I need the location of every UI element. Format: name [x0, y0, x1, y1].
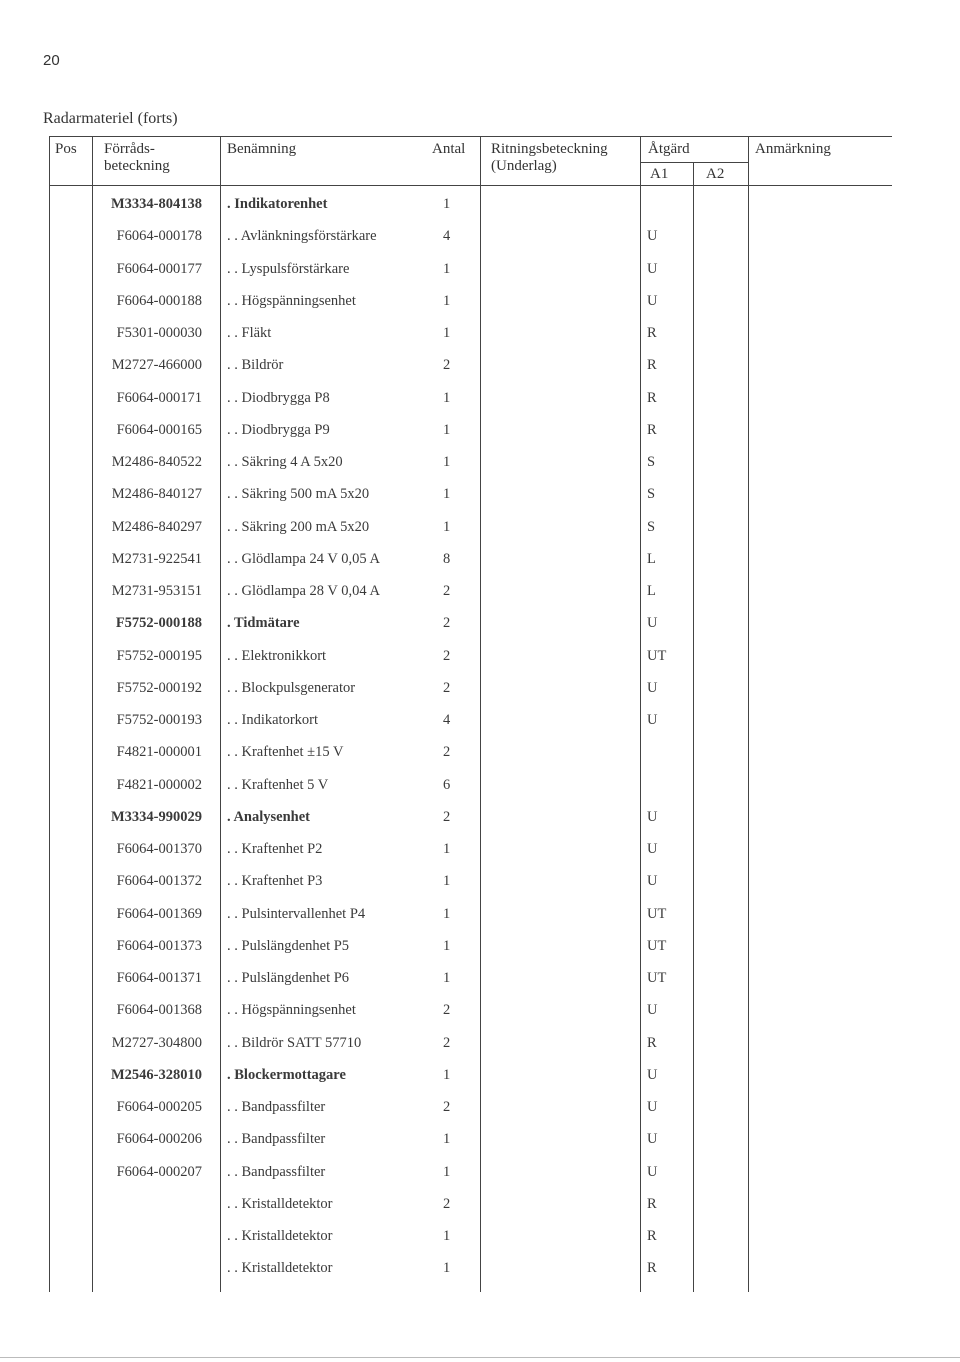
table-row — [0, 196, 960, 228]
item-quantity: 2 — [443, 583, 451, 599]
header-a1: A1 — [650, 166, 669, 182]
item-action: U — [647, 1066, 658, 1083]
table-row — [0, 648, 960, 680]
item-quantity: 1 — [443, 1228, 451, 1244]
atgard-divider — [640, 162, 748, 163]
item-name: . . Högspänningsenhet — [227, 1002, 356, 1019]
part-number: F6064-000205 — [116, 1099, 202, 1115]
table-row — [0, 422, 960, 454]
part-number: F6064-001370 — [116, 841, 202, 857]
item-name: . . Bandpassfilter — [227, 1131, 326, 1148]
item-quantity: 2 — [443, 679, 451, 696]
item-name: . . Avlänkningsförstärkare — [227, 228, 377, 245]
item-name: . . Kraftenhet ±15 V — [227, 744, 344, 761]
item-name: . . Bandpassfilter — [227, 1099, 326, 1115]
item-quantity: 1 — [443, 873, 451, 890]
item-name: . . Säkring 500 mA 5x20 — [227, 486, 370, 503]
page-number: 20 — [43, 52, 60, 69]
part-number: M2486-840522 — [111, 454, 202, 470]
table-row — [0, 680, 960, 712]
item-name: . . Säkring 200 mA 5x20 — [227, 518, 370, 535]
item-quantity: 1 — [443, 421, 451, 438]
table-row — [0, 1035, 960, 1067]
part-number: F6064-000171 — [116, 389, 202, 406]
page-bottom-rule — [0, 1357, 960, 1358]
item-quantity: 1 — [443, 454, 451, 470]
part-number: F6064-000177 — [116, 260, 202, 277]
item-action: UT — [647, 937, 667, 954]
part-number: F6064-000207 — [116, 1163, 202, 1180]
item-action: L — [647, 550, 656, 567]
table-row — [0, 1131, 960, 1163]
item-action: U — [647, 292, 658, 309]
item-name: . . Bildrör SATT 57710 — [227, 1034, 362, 1051]
item-quantity: 1 — [443, 1163, 451, 1180]
header-benamning: Benämning — [227, 141, 297, 157]
item-quantity: 1 — [443, 1260, 451, 1277]
item-name: . . Kristalldetektor — [227, 1260, 333, 1277]
table-row — [0, 551, 960, 583]
part-number: F6064-001372 — [116, 873, 202, 890]
table-row — [0, 809, 960, 841]
table-row — [0, 777, 960, 809]
item-quantity: 1 — [443, 486, 451, 503]
item-action: U — [647, 873, 658, 890]
item-action: UT — [647, 647, 667, 664]
part-number: F6064-001368 — [116, 1002, 202, 1019]
item-name: . . Pulslängdenhet P5 — [227, 937, 350, 954]
item-quantity: 1 — [443, 292, 451, 309]
table-top-border — [49, 136, 892, 137]
part-number: F4821-000001 — [116, 744, 202, 761]
item-action: R — [647, 1228, 657, 1244]
header-ritning-line1: Ritningsbeteckning — [491, 141, 608, 157]
item-name: . . Pulslängdenhet P6 — [227, 970, 350, 986]
item-name: . . Bandpassfilter — [227, 1163, 326, 1180]
table-row — [0, 261, 960, 293]
part-number: F6064-000178 — [116, 228, 202, 245]
item-name: . . Säkring 4 A 5x20 — [227, 454, 343, 470]
item-name: . . Kraftenhet 5 V — [227, 776, 329, 793]
item-name: . . Diodbrygga P9 — [227, 421, 330, 438]
item-action: UT — [647, 970, 667, 986]
part-number: M2486-840127 — [111, 486, 202, 503]
table-row — [0, 1099, 960, 1131]
header-pos: Pos — [55, 141, 77, 157]
item-action: U — [647, 1002, 658, 1019]
part-number: M2727-304800 — [111, 1034, 202, 1051]
item-quantity: 1 — [443, 325, 451, 341]
table-row — [0, 970, 960, 1002]
item-action: R — [647, 389, 657, 406]
item-name: . . Kraftenhet P3 — [227, 873, 323, 890]
table-row — [0, 357, 960, 389]
item-name: . . Indikatorkort — [227, 712, 319, 728]
part-number: F6064-000188 — [116, 292, 202, 309]
part-number: F5752-000195 — [116, 647, 202, 664]
part-number: F5752-000188 — [115, 615, 202, 632]
item-action: U — [647, 1099, 658, 1115]
item-action: R — [647, 357, 657, 374]
item-name: . . Blockpulsgenerator — [227, 679, 356, 696]
item-quantity: 2 — [443, 1099, 451, 1115]
table-row — [0, 938, 960, 970]
table-row — [0, 1002, 960, 1034]
item-name: . . Pulsintervallenhet P4 — [227, 905, 366, 922]
table-row — [0, 390, 960, 422]
item-action: U — [647, 841, 658, 857]
header-forrad-line2: beteckning — [104, 158, 170, 174]
table-row — [0, 583, 960, 615]
table-row — [0, 293, 960, 325]
item-name: . . Högspänningsenhet — [227, 292, 356, 309]
item-name: . Tidmätare — [227, 615, 300, 632]
table-row — [0, 906, 960, 938]
item-quantity: 2 — [443, 808, 451, 825]
part-number: M3334-804138 — [110, 196, 202, 212]
item-action: U — [647, 712, 658, 728]
header-bottom-border — [49, 185, 892, 186]
part-number: F5301-000030 — [116, 325, 202, 341]
header-antal: Antal — [432, 141, 466, 157]
item-name: . . Kristalldetektor — [227, 1228, 333, 1244]
item-action: U — [647, 1163, 658, 1180]
item-action: U — [647, 615, 658, 632]
item-quantity: 1 — [443, 841, 451, 857]
table-row — [0, 325, 960, 357]
item-name: . . Kraftenhet P2 — [227, 841, 323, 857]
header-ritning-line2: (Underlag) — [491, 158, 557, 174]
item-quantity: 4 — [443, 712, 451, 728]
item-name: . . Glödlampa 28 V 0,04 A — [227, 583, 380, 599]
item-quantity: 1 — [443, 970, 451, 986]
item-action: R — [647, 1195, 657, 1212]
item-quantity: 2 — [443, 1195, 451, 1212]
table-row — [0, 841, 960, 873]
table-row — [0, 1196, 960, 1228]
part-number: M2727-466000 — [111, 357, 202, 374]
item-name: . . Diodbrygga P8 — [227, 389, 330, 406]
item-name: . Blockermottagare — [227, 1066, 346, 1083]
item-action: S — [647, 486, 656, 503]
part-number: F5752-000192 — [116, 679, 202, 696]
item-action: U — [647, 679, 658, 696]
item-action: U — [647, 260, 658, 277]
part-number: F6064-000165 — [116, 421, 202, 438]
item-name: . . Bildrör — [227, 357, 284, 374]
table-row — [0, 615, 960, 647]
part-number: F6064-000206 — [116, 1131, 202, 1148]
item-action: U — [647, 1131, 658, 1148]
item-action: R — [647, 1034, 657, 1051]
table-row — [0, 519, 960, 551]
part-number: F4821-000002 — [116, 776, 202, 793]
part-number: M2486-840297 — [111, 518, 202, 535]
item-name: . . Lyspulsförstärkare — [227, 260, 350, 277]
header-forrad-line1: Förråds- — [104, 141, 155, 157]
item-quantity: 2 — [443, 1002, 451, 1019]
item-quantity: 2 — [443, 357, 451, 374]
part-number: F6064-001371 — [116, 970, 202, 986]
table-row — [0, 454, 960, 486]
table-row — [0, 744, 960, 776]
item-quantity: 2 — [443, 615, 451, 632]
table-row — [0, 1228, 960, 1260]
part-number: F6064-001373 — [116, 937, 202, 954]
item-quantity: 8 — [443, 550, 451, 567]
item-quantity: 2 — [443, 1034, 451, 1051]
item-action: L — [647, 583, 656, 599]
item-name: . Analysenhet — [227, 808, 310, 825]
part-number: M2546-328010 — [110, 1066, 202, 1083]
item-quantity: 1 — [443, 260, 451, 277]
part-number: F6064-001369 — [116, 905, 202, 922]
header-a2: A2 — [706, 166, 725, 182]
part-number: M3334-990029 — [110, 808, 202, 825]
item-action: R — [647, 325, 657, 341]
item-quantity: 1 — [443, 389, 451, 406]
item-quantity: 2 — [443, 744, 451, 761]
item-quantity: 1 — [443, 1066, 451, 1083]
item-quantity: 2 — [443, 647, 451, 664]
item-quantity: 1 — [443, 905, 451, 922]
item-name: . Indikatorenhet — [227, 196, 328, 212]
item-quantity: 1 — [443, 1131, 451, 1148]
item-action: UT — [647, 905, 667, 922]
item-action: R — [647, 1260, 657, 1277]
item-action: U — [647, 808, 658, 825]
item-name: . . Glödlampa 24 V 0,05 A — [227, 550, 380, 567]
header-atgard: Åtgärd — [648, 141, 690, 157]
table-row — [0, 712, 960, 744]
item-name: . . Fläkt — [227, 325, 272, 341]
part-number: M2731-922541 — [111, 550, 202, 567]
item-name: . . Elektronikkort — [227, 647, 327, 664]
part-number: M2731-953151 — [111, 583, 202, 599]
item-action: R — [647, 421, 657, 438]
item-quantity: 6 — [443, 776, 451, 793]
header-anmarkning: Anmärkning — [755, 141, 831, 157]
section-heading: Radarmateriel (forts) — [43, 110, 178, 127]
item-name: . . Kristalldetektor — [227, 1195, 333, 1212]
table-row — [0, 1164, 960, 1196]
table-row — [0, 1067, 960, 1099]
table-row — [0, 1260, 960, 1292]
table-row — [0, 228, 960, 260]
item-quantity: 1 — [443, 937, 451, 954]
table-row — [0, 873, 960, 905]
item-quantity: 4 — [443, 228, 451, 245]
item-action: S — [647, 518, 656, 535]
table-row — [0, 486, 960, 518]
item-quantity: 1 — [443, 518, 451, 535]
item-action: S — [647, 454, 656, 470]
item-action: U — [647, 228, 658, 245]
part-number: F5752-000193 — [116, 712, 202, 728]
item-quantity: 1 — [443, 196, 451, 212]
